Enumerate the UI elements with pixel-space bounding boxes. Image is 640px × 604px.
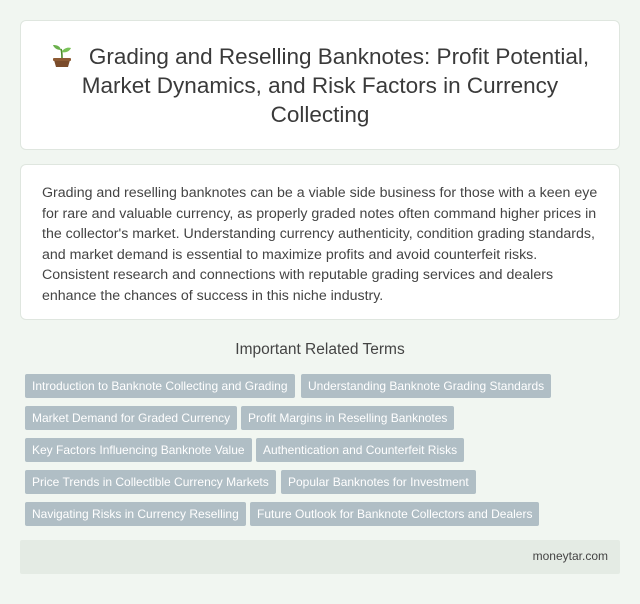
term-chip[interactable]: Market Demand for Graded Currency — [25, 406, 237, 430]
description-text: Grading and reselling banknotes can be a viable side business for those with a keen eye for rare and valuable currency, as properly graded notes often command higher prices in the collector's market. Understanding currency authenticity, condition grading standards, and market demand is essential to maximize profits and avoid counterfeit risks. Consistent research and connections with reputable grading services and dealers enhance the chances of success in this niche industry. — [42, 185, 598, 304]
description-card — [20, 164, 620, 320]
title-text: Grading and Reselling Banknotes: Profit Potential, Market Dynamics, and Risk Factors in Currency Collecting — [81, 43, 590, 127]
term-chip[interactable]: Key Factors Influencing Banknote Value — [25, 438, 252, 462]
term-chip[interactable]: Understanding Banknote Grading Standards — [301, 374, 551, 398]
footer-site-link[interactable]: moneytar.com — [532, 549, 608, 563]
term-chip[interactable]: Price Trends in Collectible Currency Markets — [25, 470, 276, 494]
term-chip[interactable]: Profit Margins in Reselling Banknotes — [241, 406, 454, 430]
term-chip[interactable]: Popular Banknotes for Investment — [281, 470, 476, 494]
term-chip[interactable]: Future Outlook for Banknote Collectors and Dealers — [250, 502, 539, 526]
sprout-icon — [51, 44, 73, 68]
term-chip[interactable]: Authentication and Counterfeit Risks — [256, 438, 464, 462]
term-chip[interactable]: Introduction to Banknote Collecting and Grading — [25, 374, 295, 398]
related-terms-heading: Important Related Terms — [235, 341, 405, 358]
footer-bar — [20, 540, 620, 574]
term-chip[interactable]: Navigating Risks in Currency Reselling — [25, 502, 246, 526]
page-title — [49, 42, 591, 129]
title-card — [20, 20, 620, 150]
